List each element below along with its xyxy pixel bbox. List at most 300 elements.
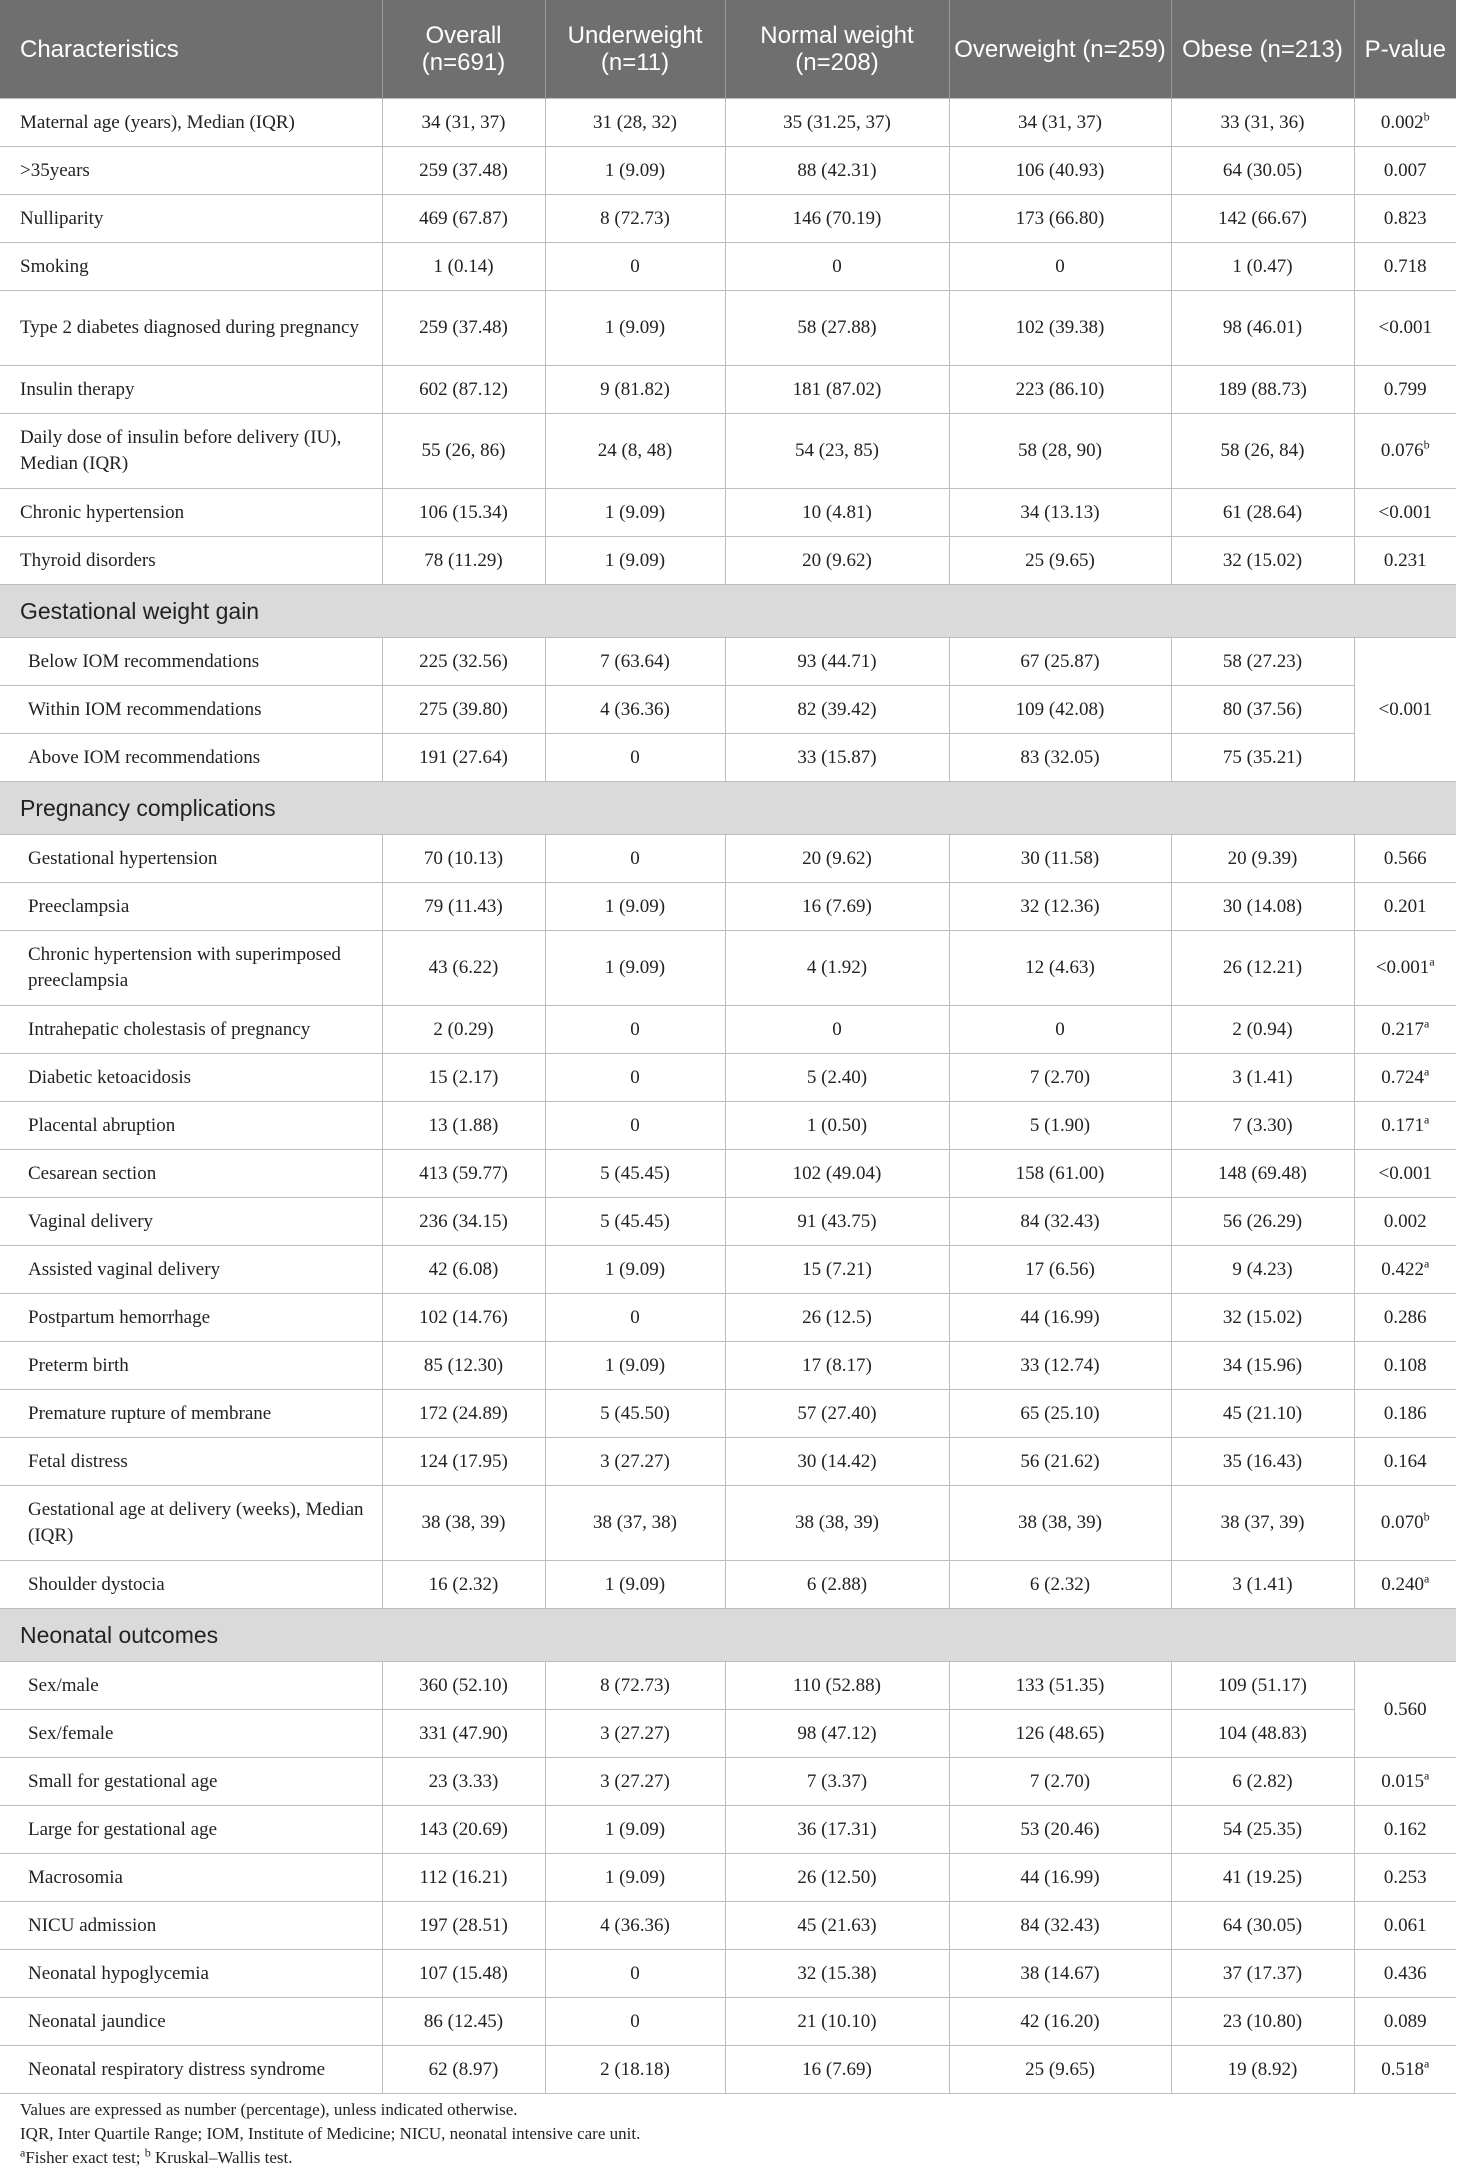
table-row xyxy=(0,1294,1456,1342)
cell-p-value xyxy=(1354,1662,1456,1758)
cell-p-value xyxy=(1354,2046,1456,2094)
p-value-text: 0.002 xyxy=(1380,111,1424,133)
cell-overall: 275 (39.80) xyxy=(382,686,545,734)
cell-obese: 64 (30.05) xyxy=(1171,147,1354,195)
p-value-text: 0.089 xyxy=(1383,2010,1427,2032)
cell-normal-weight: 30 (14.42) xyxy=(725,1438,949,1486)
table-row xyxy=(0,1054,1456,1102)
cell-p-value xyxy=(1354,1854,1456,1902)
cell-overall: 197 (28.51) xyxy=(382,1902,545,1950)
cell-normal-weight: 38 (38, 39) xyxy=(725,1486,949,1561)
table-row xyxy=(0,1806,1456,1854)
cell-obese: 142 (66.67) xyxy=(1171,195,1354,243)
cell-obese: 98 (46.01) xyxy=(1171,291,1354,366)
p-value-text: 0.217 xyxy=(1381,1018,1424,1040)
row-label: Nulliparity xyxy=(0,195,382,243)
cell-overall: 124 (17.95) xyxy=(382,1438,545,1486)
cell-overall: 38 (38, 39) xyxy=(382,1486,545,1561)
table-row xyxy=(0,1342,1456,1390)
cell-overweight: 7 (2.70) xyxy=(949,1054,1171,1102)
cell-underweight: 4 (36.36) xyxy=(545,686,725,734)
cell-p-value xyxy=(1354,1294,1456,1342)
cell-underweight: 0 xyxy=(545,835,725,883)
p-value-text: 0.108 xyxy=(1383,1354,1427,1376)
p-value-text: 0.231 xyxy=(1383,549,1427,571)
p-value-footnote-mark: b xyxy=(1423,437,1430,452)
cell-obese: 58 (27.23) xyxy=(1171,638,1354,686)
cell-obese: 20 (9.39) xyxy=(1171,835,1354,883)
cell-overweight: 106 (40.93) xyxy=(949,147,1171,195)
cell-normal-weight: 45 (21.63) xyxy=(725,1902,949,1950)
cell-overall: 16 (2.32) xyxy=(382,1561,545,1609)
cell-p-value xyxy=(1354,835,1456,883)
cell-obese: 41 (19.25) xyxy=(1171,1854,1354,1902)
cell-overall: 469 (67.87) xyxy=(382,195,545,243)
cell-overall: 43 (6.22) xyxy=(382,931,545,1006)
row-label: Thyroid disorders xyxy=(0,537,382,585)
cell-p-value xyxy=(1354,366,1456,414)
cell-overweight: 53 (20.46) xyxy=(949,1806,1171,1854)
table-row xyxy=(0,1902,1456,1950)
p-value-footnote-mark: a xyxy=(1423,1112,1430,1127)
table-row xyxy=(0,1246,1456,1294)
cell-underweight: 1 (9.09) xyxy=(545,1342,725,1390)
cell-underweight: 1 (9.09) xyxy=(545,931,725,1006)
cell-overall: 86 (12.45) xyxy=(382,1998,545,2046)
p-value-text: 0.718 xyxy=(1383,255,1427,277)
p-value-text: <0.001 xyxy=(1378,501,1432,523)
cell-overweight: 109 (42.08) xyxy=(949,686,1171,734)
cell-overall: 102 (14.76) xyxy=(382,1294,545,1342)
cell-overall: 360 (52.10) xyxy=(382,1662,545,1710)
cell-obese: 32 (15.02) xyxy=(1171,537,1354,585)
cell-obese: 6 (2.82) xyxy=(1171,1758,1354,1806)
cell-p-value xyxy=(1354,99,1456,147)
cell-p-value xyxy=(1354,1102,1456,1150)
table-row xyxy=(0,1561,1456,1609)
cell-obese: 104 (48.83) xyxy=(1171,1710,1354,1758)
cell-underweight: 0 xyxy=(545,734,725,782)
p-value-text: <0.001 xyxy=(1378,698,1432,720)
cell-obese: 61 (28.64) xyxy=(1171,489,1354,537)
cell-obese: 7 (3.30) xyxy=(1171,1102,1354,1150)
cell-normal-weight: 4 (1.92) xyxy=(725,931,949,1006)
table-row xyxy=(0,1710,1456,1758)
cell-underweight: 0 xyxy=(545,1006,725,1054)
cell-obese: 80 (37.56) xyxy=(1171,686,1354,734)
p-value-text: 0.007 xyxy=(1383,159,1427,181)
section-row xyxy=(0,1609,1456,1662)
row-label: Type 2 diabetes diagnosed during pregnancy xyxy=(0,291,382,366)
p-value-text: 0.566 xyxy=(1383,847,1427,869)
cell-obese: 34 (15.96) xyxy=(1171,1342,1354,1390)
table-row xyxy=(0,734,1456,782)
cell-overweight: 34 (13.13) xyxy=(949,489,1171,537)
cell-overall: 236 (34.15) xyxy=(382,1198,545,1246)
cell-underweight: 31 (28, 32) xyxy=(545,99,725,147)
cell-overweight: 158 (61.00) xyxy=(949,1150,1171,1198)
cell-overall: 70 (10.13) xyxy=(382,835,545,883)
cell-underweight: 0 xyxy=(545,1294,725,1342)
row-label: Insulin therapy xyxy=(0,366,382,414)
cell-p-value xyxy=(1354,1998,1456,2046)
cell-overweight: 7 (2.70) xyxy=(949,1758,1171,1806)
row-label: Fetal distress xyxy=(0,1438,382,1486)
cell-p-value xyxy=(1354,489,1456,537)
table-row xyxy=(0,2046,1456,2094)
header-p-value: P-value xyxy=(1354,0,1456,99)
cell-overweight: 84 (32.43) xyxy=(949,1902,1171,1950)
cell-normal-weight: 33 (15.87) xyxy=(725,734,949,782)
cell-overall: 225 (32.56) xyxy=(382,638,545,686)
cell-p-value xyxy=(1354,291,1456,366)
cell-obese: 58 (26, 84) xyxy=(1171,414,1354,489)
cell-obese: 38 (37, 39) xyxy=(1171,1486,1354,1561)
row-label: NICU admission xyxy=(0,1902,382,1950)
cell-p-value xyxy=(1354,931,1456,1006)
cell-normal-weight: 20 (9.62) xyxy=(725,537,949,585)
cell-underweight: 3 (27.27) xyxy=(545,1438,725,1486)
p-value-footnote-mark: a xyxy=(1423,1064,1430,1079)
cell-overall: 34 (31, 37) xyxy=(382,99,545,147)
cell-p-value xyxy=(1354,1902,1456,1950)
table-row xyxy=(0,1950,1456,1998)
cell-normal-weight: 93 (44.71) xyxy=(725,638,949,686)
p-value-text: 0.436 xyxy=(1383,1962,1427,1984)
cell-underweight: 0 xyxy=(545,1102,725,1150)
cell-overweight: 32 (12.36) xyxy=(949,883,1171,931)
row-label: Placental abruption xyxy=(0,1102,382,1150)
cell-underweight: 5 (45.45) xyxy=(545,1150,725,1198)
table-row xyxy=(0,366,1456,414)
cell-obese: 189 (88.73) xyxy=(1171,366,1354,414)
cell-underweight: 1 (9.09) xyxy=(545,1854,725,1902)
cell-overweight: 0 xyxy=(949,243,1171,291)
cell-normal-weight: 36 (17.31) xyxy=(725,1806,949,1854)
cell-overweight: 67 (25.87) xyxy=(949,638,1171,686)
cell-obese: 33 (31, 36) xyxy=(1171,99,1354,147)
cell-underweight: 0 xyxy=(545,1998,725,2046)
cell-overall: 259 (37.48) xyxy=(382,291,545,366)
cell-overweight: 12 (4.63) xyxy=(949,931,1171,1006)
cell-overweight: 133 (51.35) xyxy=(949,1662,1171,1710)
cell-overall: 172 (24.89) xyxy=(382,1390,545,1438)
cell-underweight: 1 (9.09) xyxy=(545,291,725,366)
p-value-text: 0.186 xyxy=(1383,1402,1427,1424)
row-label: Neonatal hypoglycemia xyxy=(0,1950,382,1998)
p-value-text: <0.001 xyxy=(1375,957,1430,978)
cell-underweight: 1 (9.09) xyxy=(545,1561,725,1609)
cell-obese: 19 (8.92) xyxy=(1171,2046,1354,2094)
cell-overweight: 5 (1.90) xyxy=(949,1102,1171,1150)
row-label: Large for gestational age xyxy=(0,1806,382,1854)
p-value-text: 0.076 xyxy=(1380,440,1424,461)
cell-p-value xyxy=(1354,1806,1456,1854)
cell-underweight: 38 (37, 38) xyxy=(545,1486,725,1561)
row-label: Assisted vaginal delivery xyxy=(0,1246,382,1294)
header-overweight: Overweight (n=259) xyxy=(949,0,1171,99)
cell-p-value xyxy=(1354,1486,1456,1561)
cell-normal-weight: 5 (2.40) xyxy=(725,1054,949,1102)
section-heading: Gestational weight gain xyxy=(0,585,1456,638)
footnote-a-mark: a xyxy=(20,2145,26,2160)
cell-normal-weight: 16 (7.69) xyxy=(725,2046,949,2094)
row-label: Premature rupture of membrane xyxy=(0,1390,382,1438)
table-header xyxy=(0,0,1456,99)
cell-overweight: 33 (12.74) xyxy=(949,1342,1171,1390)
p-value-text: 0.002 xyxy=(1383,1210,1427,1232)
cell-overweight: 30 (11.58) xyxy=(949,835,1171,883)
table-row xyxy=(0,1006,1456,1054)
row-label: Chronic hypertension with superimposed preeclampsia xyxy=(0,931,382,1006)
cell-normal-weight: 181 (87.02) xyxy=(725,366,949,414)
cell-overall: 107 (15.48) xyxy=(382,1950,545,1998)
cell-overweight: 173 (66.80) xyxy=(949,195,1171,243)
cell-p-value xyxy=(1354,1150,1456,1198)
cell-normal-weight: 102 (49.04) xyxy=(725,1150,949,1198)
p-value-text: 0.070 xyxy=(1380,1512,1424,1533)
cell-obese: 109 (51.17) xyxy=(1171,1662,1354,1710)
row-label: Cesarean section xyxy=(0,1150,382,1198)
row-label: Gestational hypertension xyxy=(0,835,382,883)
cell-overall: 42 (6.08) xyxy=(382,1246,545,1294)
footnote-b-mark: b xyxy=(144,2145,151,2160)
cell-obese: 75 (35.21) xyxy=(1171,734,1354,782)
cell-overall: 143 (20.69) xyxy=(382,1806,545,1854)
p-value-text: <0.001 xyxy=(1378,317,1432,338)
cell-overall: 259 (37.48) xyxy=(382,147,545,195)
table-row xyxy=(0,835,1456,883)
cell-overweight: 44 (16.99) xyxy=(949,1294,1171,1342)
p-value-text: 0.560 xyxy=(1383,1698,1427,1720)
cell-p-value xyxy=(1354,147,1456,195)
table-row xyxy=(0,414,1456,489)
row-label: Maternal age (years), Median (IQR) xyxy=(0,99,382,147)
p-value-footnote-mark: b xyxy=(1423,109,1430,124)
cell-overweight: 58 (28, 90) xyxy=(949,414,1171,489)
cell-obese: 64 (30.05) xyxy=(1171,1902,1354,1950)
row-label: Above IOM recommendations xyxy=(0,734,382,782)
cell-underweight: 2 (18.18) xyxy=(545,2046,725,2094)
cell-underweight: 5 (45.50) xyxy=(545,1390,725,1438)
cell-p-value xyxy=(1354,1950,1456,1998)
cell-overweight: 25 (9.65) xyxy=(949,537,1171,585)
cell-overall: 55 (26, 86) xyxy=(382,414,545,489)
cell-overweight: 38 (14.67) xyxy=(949,1950,1171,1998)
row-label: Neonatal jaundice xyxy=(0,1998,382,2046)
cell-normal-weight: 10 (4.81) xyxy=(725,489,949,537)
footnote-abbreviations: IQR, Inter Quartile Range; IOM, Institute of Medicine; NICU, neonatal intensive care unit. xyxy=(20,2124,641,2143)
cell-p-value xyxy=(1354,1438,1456,1486)
p-value-text: <0.001 xyxy=(1378,1162,1432,1184)
cell-underweight: 24 (8, 48) xyxy=(545,414,725,489)
table-row xyxy=(0,883,1456,931)
cell-overall: 191 (27.64) xyxy=(382,734,545,782)
cell-p-value xyxy=(1354,638,1456,782)
cell-overweight: 0 xyxy=(949,1006,1171,1054)
cell-normal-weight: 82 (39.42) xyxy=(725,686,949,734)
cell-overweight: 83 (32.05) xyxy=(949,734,1171,782)
cell-p-value xyxy=(1354,1054,1456,1102)
table-footnotes xyxy=(20,2098,640,2170)
cell-overall: 13 (1.88) xyxy=(382,1102,545,1150)
cell-p-value xyxy=(1354,243,1456,291)
cell-overall: 331 (47.90) xyxy=(382,1710,545,1758)
cell-underweight: 3 (27.27) xyxy=(545,1710,725,1758)
cell-p-value xyxy=(1354,1390,1456,1438)
cell-overall: 2 (0.29) xyxy=(382,1006,545,1054)
cell-overweight: 223 (86.10) xyxy=(949,366,1171,414)
p-value-footnote-mark: a xyxy=(1423,1768,1430,1783)
cell-normal-weight: 32 (15.38) xyxy=(725,1950,949,1998)
section-row xyxy=(0,585,1456,638)
table-row xyxy=(0,147,1456,195)
row-label: >35years xyxy=(0,147,382,195)
cell-normal-weight: 58 (27.88) xyxy=(725,291,949,366)
cell-overall: 62 (8.97) xyxy=(382,2046,545,2094)
cell-obese: 148 (69.48) xyxy=(1171,1150,1354,1198)
table-row xyxy=(0,243,1456,291)
cell-underweight: 7 (63.64) xyxy=(545,638,725,686)
cell-underweight: 0 xyxy=(545,243,725,291)
cell-obese: 32 (15.02) xyxy=(1171,1294,1354,1342)
table-row xyxy=(0,1486,1456,1561)
row-label: Sex/female xyxy=(0,1710,382,1758)
p-value-text: 0.518 xyxy=(1381,2058,1424,2080)
p-value-footnote-mark: a xyxy=(1423,1571,1430,1586)
cell-overweight: 84 (32.43) xyxy=(949,1198,1171,1246)
cell-obese: 3 (1.41) xyxy=(1171,1054,1354,1102)
table-row xyxy=(0,99,1456,147)
table-row xyxy=(0,1150,1456,1198)
cell-underweight: 0 xyxy=(545,1054,725,1102)
cell-normal-weight: 88 (42.31) xyxy=(725,147,949,195)
p-value-text: 0.171 xyxy=(1381,1114,1424,1136)
cell-underweight: 0 xyxy=(545,1950,725,1998)
header-underweight: Underweight (n=11) xyxy=(545,0,725,99)
footnote-b-text: Kruskal–Wallis test. xyxy=(150,2148,293,2167)
row-label: Within IOM recommendations xyxy=(0,686,382,734)
section-heading: Pregnancy complications xyxy=(0,782,1456,835)
cell-overall: 1 (0.14) xyxy=(382,243,545,291)
cell-normal-weight: 21 (10.10) xyxy=(725,1998,949,2046)
header-overall: Overall (n=691) xyxy=(382,0,545,99)
p-value-text: 0.286 xyxy=(1383,1306,1427,1328)
row-label: Shoulder dystocia xyxy=(0,1561,382,1609)
table-row xyxy=(0,1758,1456,1806)
row-label: Daily dose of insulin before delivery (IU), Median (IQR) xyxy=(0,414,382,489)
p-value-text: 0.799 xyxy=(1383,378,1427,400)
cell-obese: 56 (26.29) xyxy=(1171,1198,1354,1246)
cell-normal-weight: 17 (8.17) xyxy=(725,1342,949,1390)
cell-overweight: 17 (6.56) xyxy=(949,1246,1171,1294)
row-label: Gestational age at delivery (weeks), Median (IQR) xyxy=(0,1486,382,1561)
cell-overweight: 42 (16.20) xyxy=(949,1998,1171,2046)
cell-overweight: 56 (21.62) xyxy=(949,1438,1171,1486)
table-row xyxy=(0,686,1456,734)
cell-p-value xyxy=(1354,195,1456,243)
cell-p-value xyxy=(1354,414,1456,489)
cell-p-value xyxy=(1354,883,1456,931)
cell-obese: 9 (4.23) xyxy=(1171,1246,1354,1294)
cell-p-value xyxy=(1354,1561,1456,1609)
cell-overall: 85 (12.30) xyxy=(382,1342,545,1390)
cell-p-value xyxy=(1354,1758,1456,1806)
p-value-text: 0.201 xyxy=(1383,895,1427,917)
cell-overweight: 126 (48.65) xyxy=(949,1710,1171,1758)
cell-normal-weight: 16 (7.69) xyxy=(725,883,949,931)
table-row xyxy=(0,638,1456,686)
table-body xyxy=(0,99,1456,2094)
p-value-text: 0.164 xyxy=(1383,1450,1427,1472)
cell-underweight: 1 (9.09) xyxy=(545,883,725,931)
row-label: Macrosomia xyxy=(0,1854,382,1902)
cell-obese: 37 (17.37) xyxy=(1171,1950,1354,1998)
row-label: Smoking xyxy=(0,243,382,291)
row-label: Vaginal delivery xyxy=(0,1198,382,1246)
cell-overall: 106 (15.34) xyxy=(382,489,545,537)
cell-normal-weight: 7 (3.37) xyxy=(725,1758,949,1806)
cell-p-value xyxy=(1354,1246,1456,1294)
row-label: Below IOM recommendations xyxy=(0,638,382,686)
cell-normal-weight: 35 (31.25, 37) xyxy=(725,99,949,147)
cell-underweight: 1 (9.09) xyxy=(545,147,725,195)
cell-overall: 79 (11.43) xyxy=(382,883,545,931)
cell-normal-weight: 26 (12.50) xyxy=(725,1854,949,1902)
table-row xyxy=(0,537,1456,585)
cell-overall: 15 (2.17) xyxy=(382,1054,545,1102)
cell-overweight: 38 (38, 39) xyxy=(949,1486,1171,1561)
cell-overall: 78 (11.29) xyxy=(382,537,545,585)
p-value-text: 0.823 xyxy=(1383,207,1427,229)
cell-overall: 413 (59.77) xyxy=(382,1150,545,1198)
footnote-tests xyxy=(20,2146,640,2170)
cell-obese: 35 (16.43) xyxy=(1171,1438,1354,1486)
cell-overweight: 6 (2.32) xyxy=(949,1561,1171,1609)
cell-overweight: 34 (31, 37) xyxy=(949,99,1171,147)
table-row xyxy=(0,1854,1456,1902)
cell-underweight: 4 (36.36) xyxy=(545,1902,725,1950)
cell-normal-weight: 91 (43.75) xyxy=(725,1198,949,1246)
cell-obese: 2 (0.94) xyxy=(1171,1006,1354,1054)
cell-normal-weight: 15 (7.21) xyxy=(725,1246,949,1294)
p-value-footnote-mark: a xyxy=(1429,954,1435,969)
row-label: Diabetic ketoacidosis xyxy=(0,1054,382,1102)
cell-overweight: 25 (9.65) xyxy=(949,2046,1171,2094)
cell-underweight: 9 (81.82) xyxy=(545,366,725,414)
header-characteristics: Characteristics xyxy=(0,0,382,99)
cell-overweight: 65 (25.10) xyxy=(949,1390,1171,1438)
p-value-text: 0.253 xyxy=(1383,1866,1427,1888)
cell-obese: 54 (25.35) xyxy=(1171,1806,1354,1854)
row-label: Sex/male xyxy=(0,1662,382,1710)
cell-obese: 30 (14.08) xyxy=(1171,883,1354,931)
table-row xyxy=(0,1662,1456,1710)
table-row xyxy=(0,931,1456,1006)
cell-normal-weight: 0 xyxy=(725,1006,949,1054)
row-label: Intrahepatic cholestasis of pregnancy xyxy=(0,1006,382,1054)
cell-normal-weight: 26 (12.5) xyxy=(725,1294,949,1342)
header-obese: Obese (n=213) xyxy=(1171,0,1354,99)
cell-normal-weight: 57 (27.40) xyxy=(725,1390,949,1438)
cell-p-value xyxy=(1354,1198,1456,1246)
cell-underweight: 1 (9.09) xyxy=(545,1806,725,1854)
cell-underweight: 1 (9.09) xyxy=(545,489,725,537)
p-value-text: 0.724 xyxy=(1381,1066,1424,1088)
p-value-footnote-mark: a xyxy=(1423,1256,1430,1271)
row-label: Small for gestational age xyxy=(0,1758,382,1806)
row-label: Neonatal respiratory distress syndrome xyxy=(0,2046,382,2094)
